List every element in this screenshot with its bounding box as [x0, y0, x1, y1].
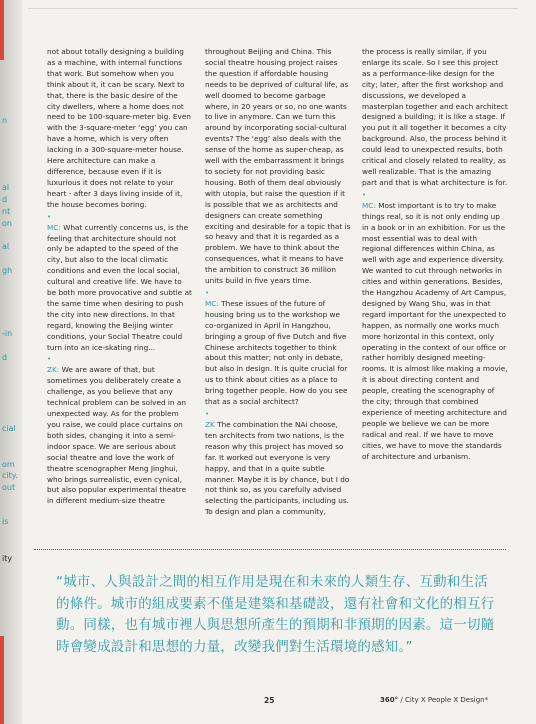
running-footer	[380, 696, 488, 704]
article-column-1	[47, 47, 193, 507]
column2-paragraph-1: throughout Beijing and China. This social theatre housing project raises the question if affordable housing needs to be deprived of cultural life, as well doomed to become garbage where, in 20 years or so, no one wants to live in anymore. Can we turn this around by incorporating social-cultural events? The ‘egg’ also deals with the sense of the home as super-cheap, as well with the embarrassment it brings to society for not providing basic housing. Both of them deal obviously with utopia, but raise the question if it is possible that we as architects and designers can create something exciting and desirable for a topic that is so heavy and that it is regarded as a problem. We have to think about the consequences, what it means to have the ambition to construct 36 million units build in five years time.	[205, 47, 351, 286]
edge-text-fragment: om	[2, 460, 15, 469]
edge-text-fragment: n	[2, 116, 8, 125]
speaker-label-mc: MC:	[362, 200, 376, 210]
column3-paragraph-2-text: Most important is to try to make things real, so it is not only ending up in a book or in an exhibition. For us the most essential was to deal with regional differences within China, as well with age and experience diversity. We wanted to cut through networks in cities and within generations. Besides, the Hangzhou Academy of Art Campus, designed by Wang Shu, was in that regard important for the unexpected to happen, as normally one works much more horizontal in this context, only operating in the context of our office or rather horribly designed meeting-rooms. It is almost like making a movie, it is about directing content and people, creating the scenography of the city; through that combined experience of meeting architecture and people we believe we can be more radical and real. If we have to move cities, we have to move the standards of architecture and urbanism.	[362, 200, 508, 461]
section-name: City X People X Design	[404, 696, 485, 704]
pull-quote: “城市、人與設計之間的相互作用是現在和未來的人類生存、互動和生活的條件。城市的組成要素不僅是建築和基礎設，還有社會和文化的相互行動。同樣，也有城市裡人與思想所產生的預期和非預期的因素。這一切隨時會變成設計和思想的力量，改變我們對生活環境的感知。”	[56, 574, 495, 655]
column1-paragraph-2	[47, 223, 193, 354]
column2-paragraph-3	[205, 420, 351, 518]
edge-text-fragment: gh	[2, 266, 13, 275]
edge-text-fragment: is	[2, 517, 9, 526]
top-rule	[28, 8, 518, 9]
edge-text-fragment: d	[2, 195, 8, 204]
edge-text-fragment: cial	[2, 424, 16, 433]
edge-text-fragment: ity	[2, 554, 13, 563]
edge-text-fragment: al	[2, 242, 10, 251]
dotted-separator: •	[47, 212, 52, 221]
dotted-separator: •	[205, 410, 210, 418]
page-number: 25	[264, 696, 275, 705]
edge-text-fragment: nt	[2, 207, 11, 216]
footer-separator: /	[398, 696, 405, 704]
edge-text-fragment: -in	[2, 329, 13, 338]
column1-paragraph-3-text: We are aware of that, but sometimes you deliberately create a challenge, as you believe that any technical problem can be solved in an unexpected way. As for the problem you raise, we could place curtains on both sides, changing it into a semi-indoor space. We are serious about social theatre and love the work of theatre scenographer Meng Jinghui, who brings surrealistic, even cynical, but also popular experimental theatre in different medium-size theatre	[47, 365, 187, 506]
column3-paragraph-2	[362, 201, 508, 463]
edge-text-fragment: on	[2, 219, 12, 228]
speaker-label-zk: ZK:	[47, 365, 60, 375]
edge-text-fragment: d	[2, 353, 8, 362]
magazine-name: 360°	[380, 696, 399, 704]
footer-mark: *	[484, 696, 489, 704]
speaker-label-mc: MC:	[205, 298, 219, 308]
column2-paragraph-2	[205, 299, 351, 408]
dotted-separator: •	[205, 288, 210, 297]
edge-text-fragment: out	[2, 483, 16, 492]
dotted-separator: •	[47, 355, 52, 364]
dotted-divider	[34, 549, 506, 550]
column2-paragraph-3-text: The combination the NAi choose, ten architects from two nations, is the reason why this project has moved so far. It worked out everyone is very happy, and that in a quite subtle manner. Maybe it is by chance, but I do not think so, as you carefully advised selecting the participants, including us. To design and plan a community,	[205, 420, 350, 517]
edge-text-fragment: al	[2, 183, 10, 192]
column1-paragraph-2-text: What currently concerns us, is the feeling that architecture should not only be adapted to the speed of the city, but also to the local climatic conditions and even the local social, cultural and creative life. We have to be both more provocative and subtle at the same time when desiring to push the city into new directions. In that regard, knowing the Beijing winter conditions, your Social Theatre could turn into an ice-skating ring...	[47, 222, 192, 352]
article-column-2	[205, 47, 351, 518]
previous-page-edge	[0, 0, 30, 724]
column2-paragraph-2-text: These issues of the future of housing bring us to the workshop we co-organized in April in Hangzhou, bringing a group of five Dutch and five Chinese architects together to think about this matter; not only in debate, but also in design. It is quite crucial for us to think about cities as a place to bring together people. How do you see that as a social architect?	[205, 298, 348, 407]
edge-text-fragment: city.	[2, 471, 18, 480]
column3-paragraph-1: the process is really similar, if you enlarge its scale. So I see this project as a performance-like design for the city; later, after the first workshop and discussions, we developed a masterplan together and each architect designed a building; it is like a stage. If you put it all together it becomes a city background. Also, the process behind it could lead to unexpected results, both critical and closely related to reality, as well realizable. That is the amazing part and that is what architecture is for.	[362, 47, 508, 187]
dotted-separator: •	[362, 190, 367, 199]
article-column-3	[362, 47, 508, 463]
speaker-label-zk: ZK	[205, 420, 215, 429]
column1-paragraph-3	[47, 365, 193, 507]
speaker-label-mc: MC:	[47, 222, 61, 232]
column1-paragraph-1: not about totally designing a building as a machine, with internal functions that work. But somehow when you think about it, it can be scary. Next to that, there is the basic desire of the city dwellers, where a home does not need to be 100-square-meter big. Even with the 3-square-meter ‘egg’ you can have a home, which is very often lacking in a 300-square-meter house. Here architecture can make a difference, because even if it is luxurious it does not relate to your heart - after 3 days living inside of it, the house becomes boring.	[47, 47, 191, 209]
